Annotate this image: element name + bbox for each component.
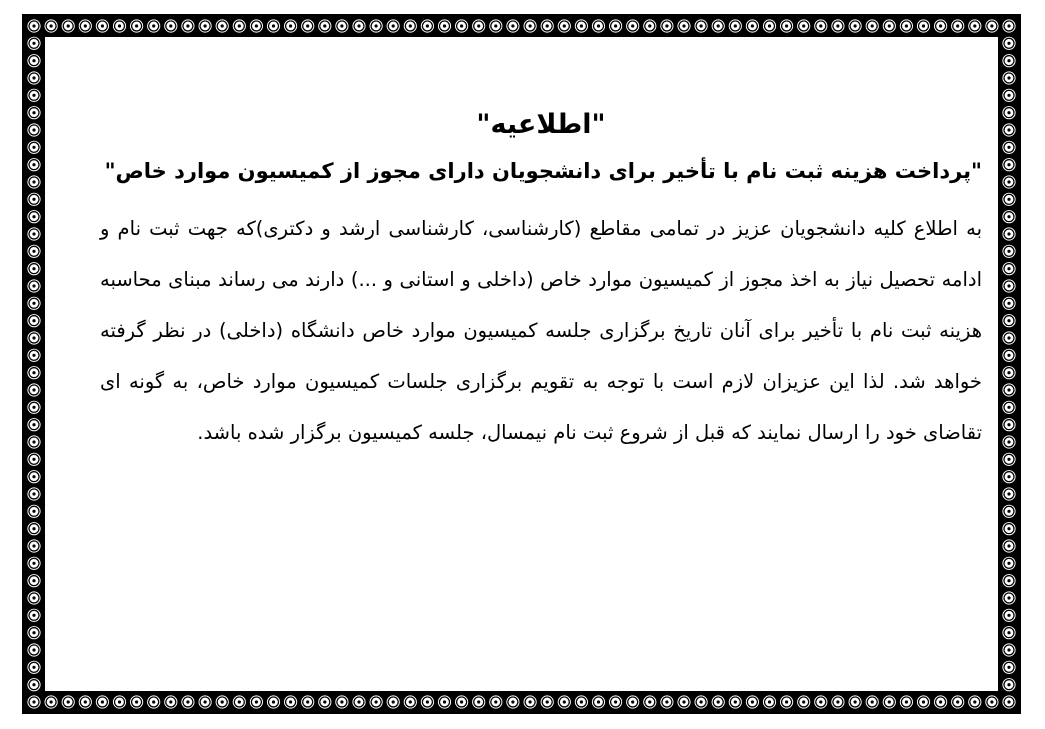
flower-ornament-icon bbox=[27, 158, 40, 171]
flower-ornament-icon bbox=[746, 19, 759, 32]
flower-ornament-icon bbox=[27, 245, 40, 258]
notice-body: به اطلاع کلیه دانشجویان عزیز در تمامی مقاطع (کارشناسی، کارشناسی ارشد و دکتری)که جهت ثبت نام و ادامه تحصیل نیاز به اخذ مجوز از کمیسیون موارد خاص (داخلی و استانی و ...) دارند می رساند مبنای محاسبه هزینه ثبت نام با تأخیر برای آنان تاریخ برگزاری جلسه کمیسیون موارد خاص دانشگاه (داخلی) در نظر گرفته خواهد شد. لذا این عزیزان لازم است با توجه به تقویم برگزاری جلسات کمیسیون موارد خاص، به گونه ای تقاضای خود را ارسال نمایند که قبل از شروع ثبت نام نیمسال، جلسه کمیسیون برگزار شده باشد. bbox=[100, 217, 982, 444]
flower-ornament-icon bbox=[1002, 643, 1015, 656]
flower-ornament-icon bbox=[1002, 661, 1015, 674]
flower-ornament-icon bbox=[660, 19, 673, 32]
flower-ornament-icon bbox=[147, 19, 160, 32]
flower-ornament-icon bbox=[524, 19, 537, 32]
flower-ornament-icon bbox=[814, 695, 827, 708]
flower-ornament-icon bbox=[421, 695, 434, 708]
flower-ornament-icon bbox=[113, 19, 126, 32]
flower-ornament-icon bbox=[27, 227, 40, 240]
flower-ornament-icon bbox=[1002, 297, 1015, 310]
flower-ornament-icon bbox=[27, 193, 40, 206]
flower-ornament-icon bbox=[1002, 141, 1015, 154]
flower-ornament-icon bbox=[729, 695, 742, 708]
flower-ornament-icon bbox=[506, 19, 519, 32]
flower-ornament-icon bbox=[695, 695, 708, 708]
flower-ornament-icon bbox=[1002, 262, 1015, 275]
flower-ornament-icon bbox=[558, 19, 571, 32]
flower-ornament-icon bbox=[609, 19, 622, 32]
flower-ornament-icon bbox=[1002, 435, 1015, 448]
flower-ornament-icon bbox=[1002, 591, 1015, 604]
flower-ornament-icon bbox=[27, 453, 40, 466]
flower-ornament-icon bbox=[1002, 54, 1015, 67]
flower-ornament-icon bbox=[729, 19, 742, 32]
flower-ornament-icon bbox=[626, 695, 639, 708]
flower-ornament-icon bbox=[301, 19, 314, 32]
flower-ornament-icon bbox=[27, 349, 40, 362]
flower-ornament-icon bbox=[27, 695, 40, 708]
flower-ornament-icon bbox=[181, 19, 194, 32]
flower-ornament-icon bbox=[455, 19, 468, 32]
flower-ornament-icon bbox=[130, 695, 143, 708]
flower-ornament-icon bbox=[318, 19, 331, 32]
flower-ornament-icon bbox=[352, 695, 365, 708]
flower-ornament-icon bbox=[27, 175, 40, 188]
flower-ornament-icon bbox=[27, 678, 40, 691]
flower-ornament-icon bbox=[660, 695, 673, 708]
flower-ornament-icon bbox=[27, 123, 40, 136]
flower-ornament-icon bbox=[643, 19, 656, 32]
flower-ornament-icon bbox=[575, 19, 588, 32]
flower-ornament-icon bbox=[626, 19, 639, 32]
flower-ornament-icon bbox=[643, 695, 656, 708]
flower-ornament-icon bbox=[1002, 418, 1015, 431]
flower-ornament-icon bbox=[1002, 71, 1015, 84]
flower-ornament-icon bbox=[1002, 522, 1015, 535]
notice-title: "اطلاعیه" bbox=[476, 109, 606, 140]
flower-ornament-icon bbox=[404, 19, 417, 32]
flower-ornament-icon bbox=[27, 279, 40, 292]
flower-ornament-icon bbox=[62, 695, 75, 708]
flower-ornament-icon bbox=[917, 19, 930, 32]
flower-ornament-icon bbox=[1002, 401, 1015, 414]
flower-ornament-icon bbox=[592, 695, 605, 708]
flower-ornament-icon bbox=[1002, 366, 1015, 379]
flower-ornament-icon bbox=[968, 695, 981, 708]
flower-ornament-icon bbox=[541, 695, 554, 708]
flower-ornament-icon bbox=[831, 19, 844, 32]
flower-ornament-icon bbox=[27, 505, 40, 518]
flower-ornament-icon bbox=[712, 19, 725, 32]
flower-ornament-icon bbox=[455, 695, 468, 708]
flower-ornament-icon bbox=[1002, 626, 1015, 639]
flower-ornament-icon bbox=[746, 695, 759, 708]
flower-ornament-icon bbox=[985, 19, 998, 32]
flower-ornament-icon bbox=[541, 19, 554, 32]
flower-ornament-icon bbox=[404, 695, 417, 708]
flower-ornament-icon bbox=[27, 557, 40, 570]
flower-ornament-icon bbox=[27, 262, 40, 275]
flower-ornament-icon bbox=[968, 19, 981, 32]
flower-ornament-icon bbox=[1002, 453, 1015, 466]
flower-ornament-icon bbox=[27, 661, 40, 674]
flower-ornament-icon bbox=[27, 643, 40, 656]
flower-ornament-icon bbox=[27, 487, 40, 500]
flower-ornament-icon bbox=[96, 695, 109, 708]
flower-ornament-icon bbox=[1002, 609, 1015, 622]
flower-ornament-icon bbox=[370, 695, 383, 708]
flower-ornament-icon bbox=[951, 695, 964, 708]
flower-ornament-icon bbox=[917, 695, 930, 708]
flower-ornament-icon bbox=[27, 19, 40, 32]
flower-ornament-icon bbox=[438, 695, 451, 708]
flower-ornament-icon bbox=[387, 695, 400, 708]
flower-ornament-icon bbox=[849, 19, 862, 32]
flower-ornament-icon bbox=[27, 89, 40, 102]
flower-ornament-icon bbox=[27, 37, 40, 50]
flower-ornament-icon bbox=[831, 695, 844, 708]
decorative-frame bbox=[22, 14, 1021, 714]
flower-ornament-icon bbox=[677, 695, 690, 708]
flower-ornament-icon bbox=[79, 19, 92, 32]
flower-ornament-icon bbox=[575, 695, 588, 708]
flower-ornament-icon bbox=[934, 695, 947, 708]
flower-ornament-icon bbox=[506, 695, 519, 708]
flower-ornament-icon bbox=[27, 71, 40, 84]
flower-ornament-icon bbox=[27, 366, 40, 379]
flower-ornament-icon bbox=[250, 19, 263, 32]
flower-ornament-icon bbox=[900, 19, 913, 32]
flower-ornament-icon bbox=[1002, 557, 1015, 570]
flower-ornament-icon bbox=[1002, 574, 1015, 587]
flower-ornament-icon bbox=[27, 54, 40, 67]
flower-ornament-icon bbox=[27, 141, 40, 154]
flower-ornament-icon bbox=[199, 695, 212, 708]
flower-ornament-icon bbox=[900, 695, 913, 708]
flower-ornament-icon bbox=[763, 695, 776, 708]
flower-ornament-icon bbox=[130, 19, 143, 32]
flower-ornament-icon bbox=[695, 19, 708, 32]
flower-ornament-icon bbox=[27, 314, 40, 327]
flower-ornament-icon bbox=[797, 695, 810, 708]
flower-ornament-icon bbox=[27, 331, 40, 344]
flower-ornament-icon bbox=[267, 695, 280, 708]
flower-ornament-icon bbox=[27, 401, 40, 414]
flower-ornament-icon bbox=[489, 19, 502, 32]
flower-ornament-icon bbox=[45, 695, 58, 708]
flower-ornament-icon bbox=[1002, 123, 1015, 136]
flower-ornament-icon bbox=[489, 695, 502, 708]
notice-subtitle: "پرداخت هزینه ثبت نام با تأخیر برای دانشجویان دارای مجوز از کمیسیون موارد خاص" bbox=[104, 159, 982, 183]
flower-ornament-icon bbox=[27, 418, 40, 431]
flower-ornament-icon bbox=[1002, 678, 1015, 691]
flower-ornament-icon bbox=[558, 695, 571, 708]
flower-ornament-icon bbox=[27, 106, 40, 119]
flower-ornament-icon bbox=[27, 539, 40, 552]
flower-ornament-icon bbox=[763, 19, 776, 32]
flower-ornament-icon bbox=[985, 695, 998, 708]
flower-ornament-icon bbox=[780, 695, 793, 708]
flower-ornament-icon bbox=[62, 19, 75, 32]
flower-ornament-icon bbox=[27, 470, 40, 483]
flower-ornament-icon bbox=[1002, 106, 1015, 119]
flower-ornament-icon bbox=[181, 695, 194, 708]
flower-ornament-icon bbox=[27, 626, 40, 639]
flower-ornament-icon bbox=[301, 695, 314, 708]
flower-ornament-icon bbox=[866, 19, 879, 32]
flower-ornament-icon bbox=[883, 19, 896, 32]
flower-ornament-icon bbox=[233, 19, 246, 32]
flower-ornament-icon bbox=[27, 383, 40, 396]
flower-ornament-icon bbox=[1002, 210, 1015, 223]
flower-ornament-icon bbox=[780, 19, 793, 32]
flower-ornament-icon bbox=[164, 695, 177, 708]
flower-ornament-icon bbox=[1002, 175, 1015, 188]
flower-ornament-icon bbox=[370, 19, 383, 32]
flower-ornament-icon bbox=[883, 695, 896, 708]
flower-ornament-icon bbox=[609, 695, 622, 708]
flower-ornament-icon bbox=[27, 574, 40, 587]
flower-ornament-icon bbox=[27, 297, 40, 310]
flower-ornament-icon bbox=[284, 19, 297, 32]
notice-page bbox=[43, 35, 1000, 693]
flower-ornament-icon bbox=[472, 19, 485, 32]
flower-ornament-icon bbox=[27, 522, 40, 535]
flower-ornament-icon bbox=[27, 591, 40, 604]
flower-ornament-icon bbox=[1002, 279, 1015, 292]
flower-ornament-icon bbox=[1002, 695, 1015, 708]
flower-ornament-icon bbox=[27, 435, 40, 448]
flower-ornament-icon bbox=[216, 695, 229, 708]
flower-ornament-icon bbox=[1002, 158, 1015, 171]
flower-ornament-icon bbox=[387, 19, 400, 32]
flower-ornament-icon bbox=[592, 19, 605, 32]
flower-ornament-icon bbox=[524, 695, 537, 708]
flower-ornament-icon bbox=[1002, 19, 1015, 32]
flower-ornament-icon bbox=[1002, 470, 1015, 483]
flower-ornament-icon bbox=[849, 695, 862, 708]
notice-content bbox=[100, 103, 982, 458]
flower-ornament-icon bbox=[1002, 487, 1015, 500]
flower-ornament-icon bbox=[1002, 349, 1015, 362]
flower-ornament-icon bbox=[1002, 505, 1015, 518]
flower-ornament-icon bbox=[113, 695, 126, 708]
flower-ornament-icon bbox=[951, 19, 964, 32]
flower-ornament-icon bbox=[318, 695, 331, 708]
flower-ornament-icon bbox=[250, 695, 263, 708]
flower-ornament-icon bbox=[866, 695, 879, 708]
flower-ornament-icon bbox=[335, 19, 348, 32]
flower-ornament-icon bbox=[1002, 37, 1015, 50]
flower-ornament-icon bbox=[814, 19, 827, 32]
flower-ornament-icon bbox=[267, 19, 280, 32]
flower-ornament-icon bbox=[335, 695, 348, 708]
flower-ornament-icon bbox=[233, 695, 246, 708]
flower-ornament-icon bbox=[1002, 245, 1015, 258]
flower-ornament-icon bbox=[1002, 539, 1015, 552]
flower-ornament-icon bbox=[438, 19, 451, 32]
flower-ornament-icon bbox=[934, 19, 947, 32]
flower-ornament-icon bbox=[45, 19, 58, 32]
flower-ornament-icon bbox=[421, 19, 434, 32]
flower-ornament-icon bbox=[216, 19, 229, 32]
flower-ornament-icon bbox=[27, 210, 40, 223]
flower-ornament-icon bbox=[1002, 383, 1015, 396]
flower-ornament-icon bbox=[712, 695, 725, 708]
flower-ornament-icon bbox=[472, 695, 485, 708]
flower-ornament-icon bbox=[1002, 227, 1015, 240]
flower-ornament-icon bbox=[96, 19, 109, 32]
flower-ornament-icon bbox=[677, 19, 690, 32]
flower-ornament-icon bbox=[1002, 331, 1015, 344]
flower-ornament-icon bbox=[1002, 314, 1015, 327]
flower-ornament-icon bbox=[147, 695, 160, 708]
flower-ornament-icon bbox=[164, 19, 177, 32]
flower-ornament-icon bbox=[27, 609, 40, 622]
flower-ornament-icon bbox=[79, 695, 92, 708]
flower-ornament-icon bbox=[284, 695, 297, 708]
flower-ornament-icon bbox=[1002, 193, 1015, 206]
flower-ornament-icon bbox=[352, 19, 365, 32]
flower-ornament-icon bbox=[199, 19, 212, 32]
flower-ornament-icon bbox=[1002, 89, 1015, 102]
flower-ornament-icon bbox=[797, 19, 810, 32]
